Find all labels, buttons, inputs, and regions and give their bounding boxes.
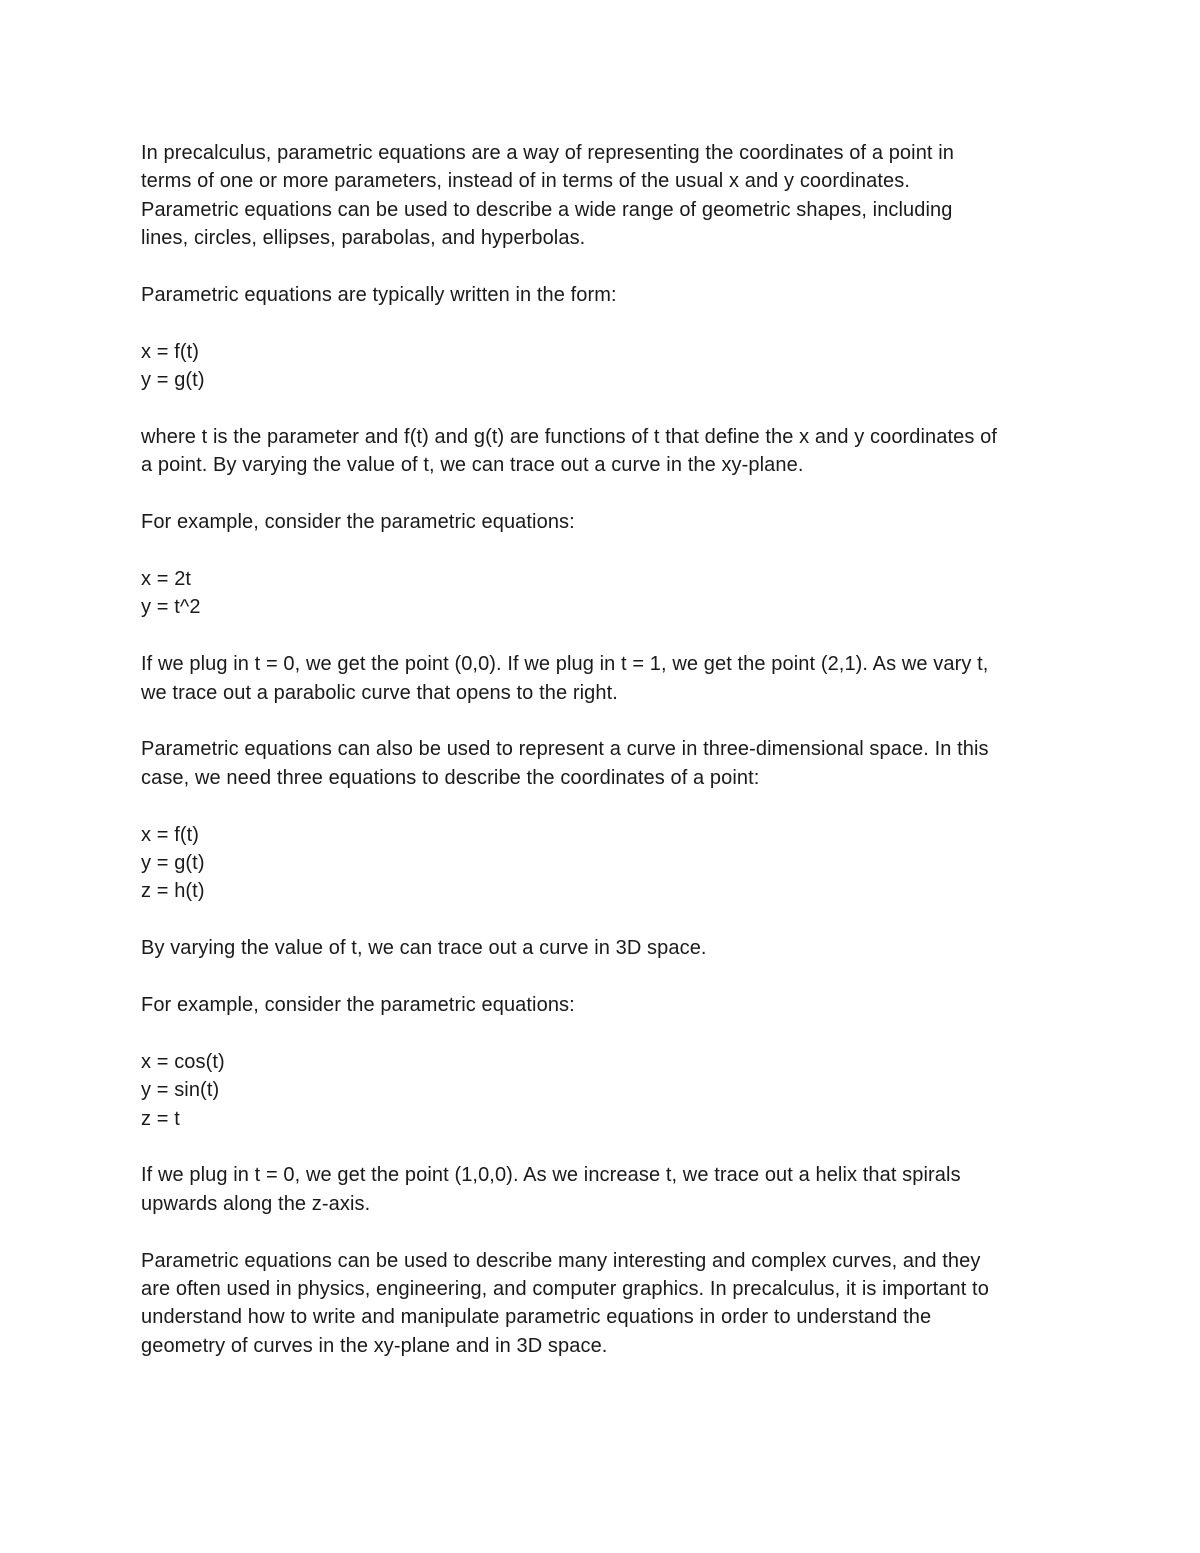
text-line: geometry of curves in the xy-plane and in 3D space. <box>141 1334 608 1357</box>
text-line: are often used in physics, engineering, and computer graphics. In precalculus, it is important to <box>141 1278 989 1301</box>
text-line: a point. By varying the value of t, we can trace out a curve in the xy-plane. <box>141 454 804 477</box>
paragraph-example-intro-2 <box>141 991 1071 1019</box>
text-line: Parametric equations can be used to describe many interesting and complex curves, and they <box>141 1249 981 1272</box>
text-line: where t is the parameter and f(t) and g(t) are functions of t that define the x and y coordinates of <box>141 426 998 449</box>
paragraph-conclusion <box>141 1247 1071 1361</box>
paragraph-3d-trace <box>141 934 1071 962</box>
equation-line: x = f(t) <box>141 823 200 846</box>
equation-block-2d-general <box>141 338 1071 395</box>
paragraph-parameter-explanation <box>141 423 1071 480</box>
equation-line: x = f(t) <box>141 340 200 363</box>
equation-line: y = t^2 <box>141 596 201 619</box>
paragraph-3d-intro <box>141 735 1071 792</box>
equation-line: x = 2t <box>141 568 192 591</box>
document-body <box>141 139 1071 1389</box>
text-line: terms of one or more parameters, instead of in terms of the usual x and y coordinates. <box>141 170 910 193</box>
equation-block-parabola <box>141 565 1071 622</box>
text-line: Parametric equations can also be used to represent a curve in three-dimensional space. In this <box>141 738 989 761</box>
paragraph-helix-explanation <box>141 1161 1071 1218</box>
text-line: upwards along the z-axis. <box>141 1192 371 1215</box>
equation-line: y = sin(t) <box>141 1079 220 1102</box>
text-line: lines, circles, ellipses, parabolas, and hyperbolas. <box>141 227 586 250</box>
paragraph-parabola-explanation <box>141 650 1071 707</box>
text-line: In precalculus, parametric equations are a way of representing the coordinates of a point in <box>141 142 954 164</box>
text-line: If we plug in t = 0, we get the point (1,0,0). As we increase t, we trace out a helix that spirals <box>141 1164 961 1187</box>
text-line: understand how to write and manipulate parametric equations in order to understand the <box>141 1306 932 1329</box>
equation-line: y = g(t) <box>141 852 205 875</box>
text-line: Parametric equations can be used to describe a wide range of geometric shapes, including <box>141 198 953 221</box>
text-line: case, we need three equations to describe the coordinates of a point: <box>141 766 760 789</box>
paragraph-intro <box>141 139 1071 253</box>
equation-block-helix <box>141 1048 1071 1133</box>
text-line: For example, consider the parametric equations: <box>141 511 575 534</box>
equation-line: y = g(t) <box>141 369 205 392</box>
equation-line: x = cos(t) <box>141 1050 225 1073</box>
text-line: If we plug in t = 0, we get the point (0,0). If we plug in t = 1, we get the point (2,1). As we vary t, <box>141 653 989 676</box>
equation-line: z = h(t) <box>141 880 205 903</box>
equation-line: z = t <box>141 1107 180 1130</box>
text-line: For example, consider the parametric equations: <box>141 994 575 1017</box>
text-line: Parametric equations are typically written in the form: <box>141 284 617 307</box>
equation-block-3d-general <box>141 821 1071 906</box>
paragraph-form-intro <box>141 281 1071 309</box>
text-line: By varying the value of t, we can trace out a curve in 3D space. <box>141 937 707 960</box>
paragraph-example-intro-1 <box>141 508 1071 536</box>
text-line: we trace out a parabolic curve that opens to the right. <box>141 681 618 704</box>
